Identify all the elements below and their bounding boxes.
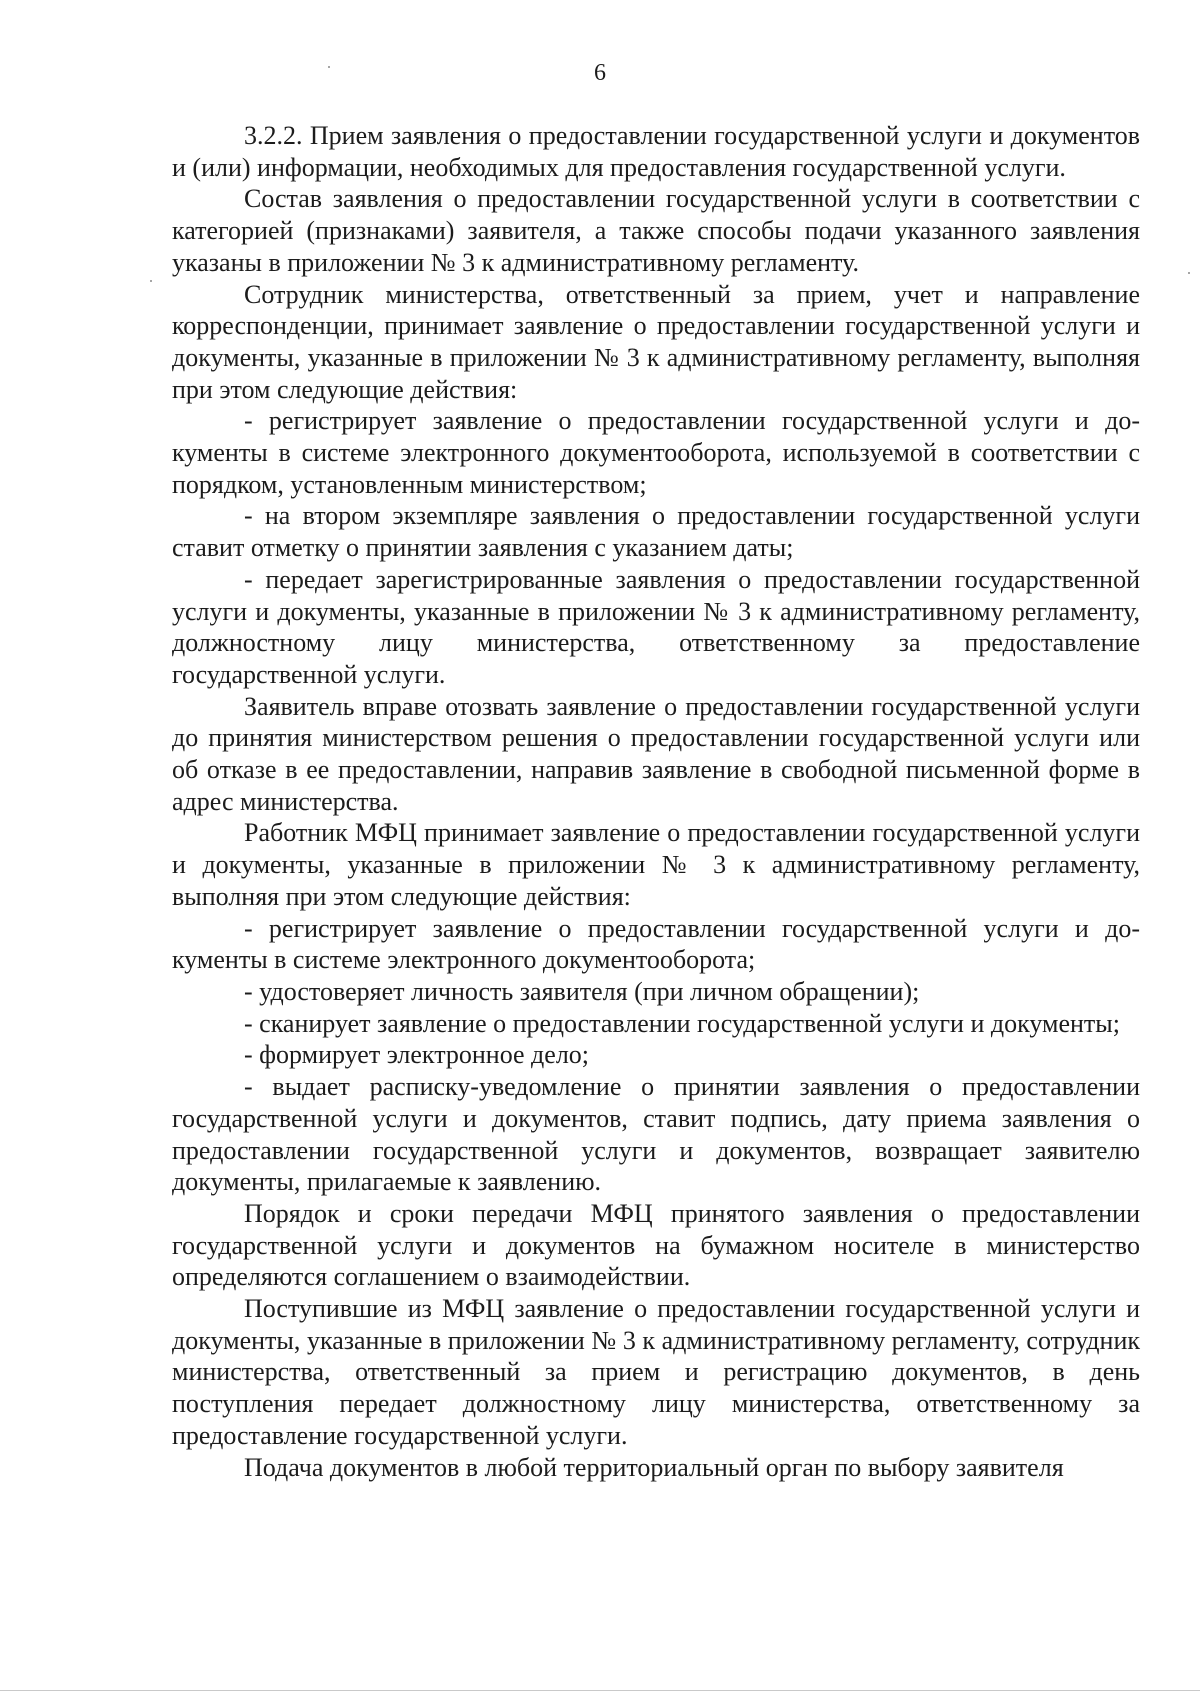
list-item: - формирует электронное дело; <box>244 1040 590 1070</box>
paragraph: Подача документов в любой территориальный орган по выбору заявителя <box>244 1452 1064 1482</box>
list-item: - регистрирует заявление о предоставлении государственной услуги и документы в системе электронного документооборота; <box>172 913 1140 975</box>
list-item: - выдает расписку-уведомление о принятии заявления о предоставлении государственной услуги и документов, ставит подпись, дату приема заявления о предоставлении государственной услуги и документов, возвращает заявителю документы, прилагаемые к заявлению. <box>172 1072 1140 1197</box>
scan-speck <box>150 280 152 282</box>
paragraph: 3.2.2. Прием заявления о предоставлении государственной услуги и документов и (или) информации, необходимых для предоставления государственной услуги. <box>172 121 1140 182</box>
list-item: - передает зарегистрированные заявления о предоставлении государственной услуги и документы, указанные в приложении № 3 к административному регламенту, должностному лицу министерства, ответственному за предоставление государственной услуги. <box>172 564 1140 689</box>
paragraph: Сотрудник министерства, ответственный за прием, учет и направление корреспонденции, принимает заявление о предоставлении государственной услуги и документы, указанные в приложении № 3 к административному регламенту, выполняя при этом следующие действия: <box>172 279 1140 404</box>
scan-speck <box>328 66 330 68</box>
scan-speck <box>1188 272 1190 274</box>
list-item: - на втором экземпляре заявления о предоставлении государственной услуги ставит отметку о принятии заявления с указанием даты; <box>172 501 1140 563</box>
list-item: - сканирует заявление о предоставлении государственной услуги и документы; <box>244 1008 1120 1038</box>
list-item: - регистрирует заявление о предоставлении государственной услуги и документы в системе электронного документооборота, используемой в соответствии с порядком, установленным министерством; <box>172 406 1140 499</box>
paragraph: Порядок и сроки передачи МФЦ принятого заявления о предоставлении государственной услуги и документов на бумажном носителе в министерство определяются соглашением о взаимодействии. <box>172 1198 1140 1292</box>
document-body <box>172 120 1140 1483</box>
paragraph: Заявитель вправе отозвать заявление о предоставлении государственной услуги до принятия министерством решения о предоставлении государственной услуги или об отказе в ее предоставлении, направив заявление в свободной письменной форме в адрес министерства. <box>172 691 1140 816</box>
paragraph: Состав заявления о предоставлении государственной услуги в соответствии с категорией (признаками) заявителя, а также способы подачи указанного заявления указаны в приложении № 3 к административному регламенту. <box>172 184 1140 277</box>
paragraph: Поступившие из МФЦ заявление о предоставлении государственной услуги и документы, указанные в приложении № 3 к административному регламенту, сотрудник министерства, ответственный за прием и регистрацию документов, в день поступления передает должностному лицу министерства, ответственному за предоставление государственной услуги. <box>172 1294 1140 1450</box>
list-item: - удостоверяет личность заявителя (при личном обращении); <box>244 976 920 1006</box>
page-number: 6 <box>594 60 606 86</box>
paragraph: Работник МФЦ принимает заявление о предоставлении государственной услуги и документы, указанные в приложении № 3 к административному регламенту, выполняя при этом следующие действия: <box>172 818 1140 911</box>
scan-edge-line <box>0 1690 1200 1691</box>
